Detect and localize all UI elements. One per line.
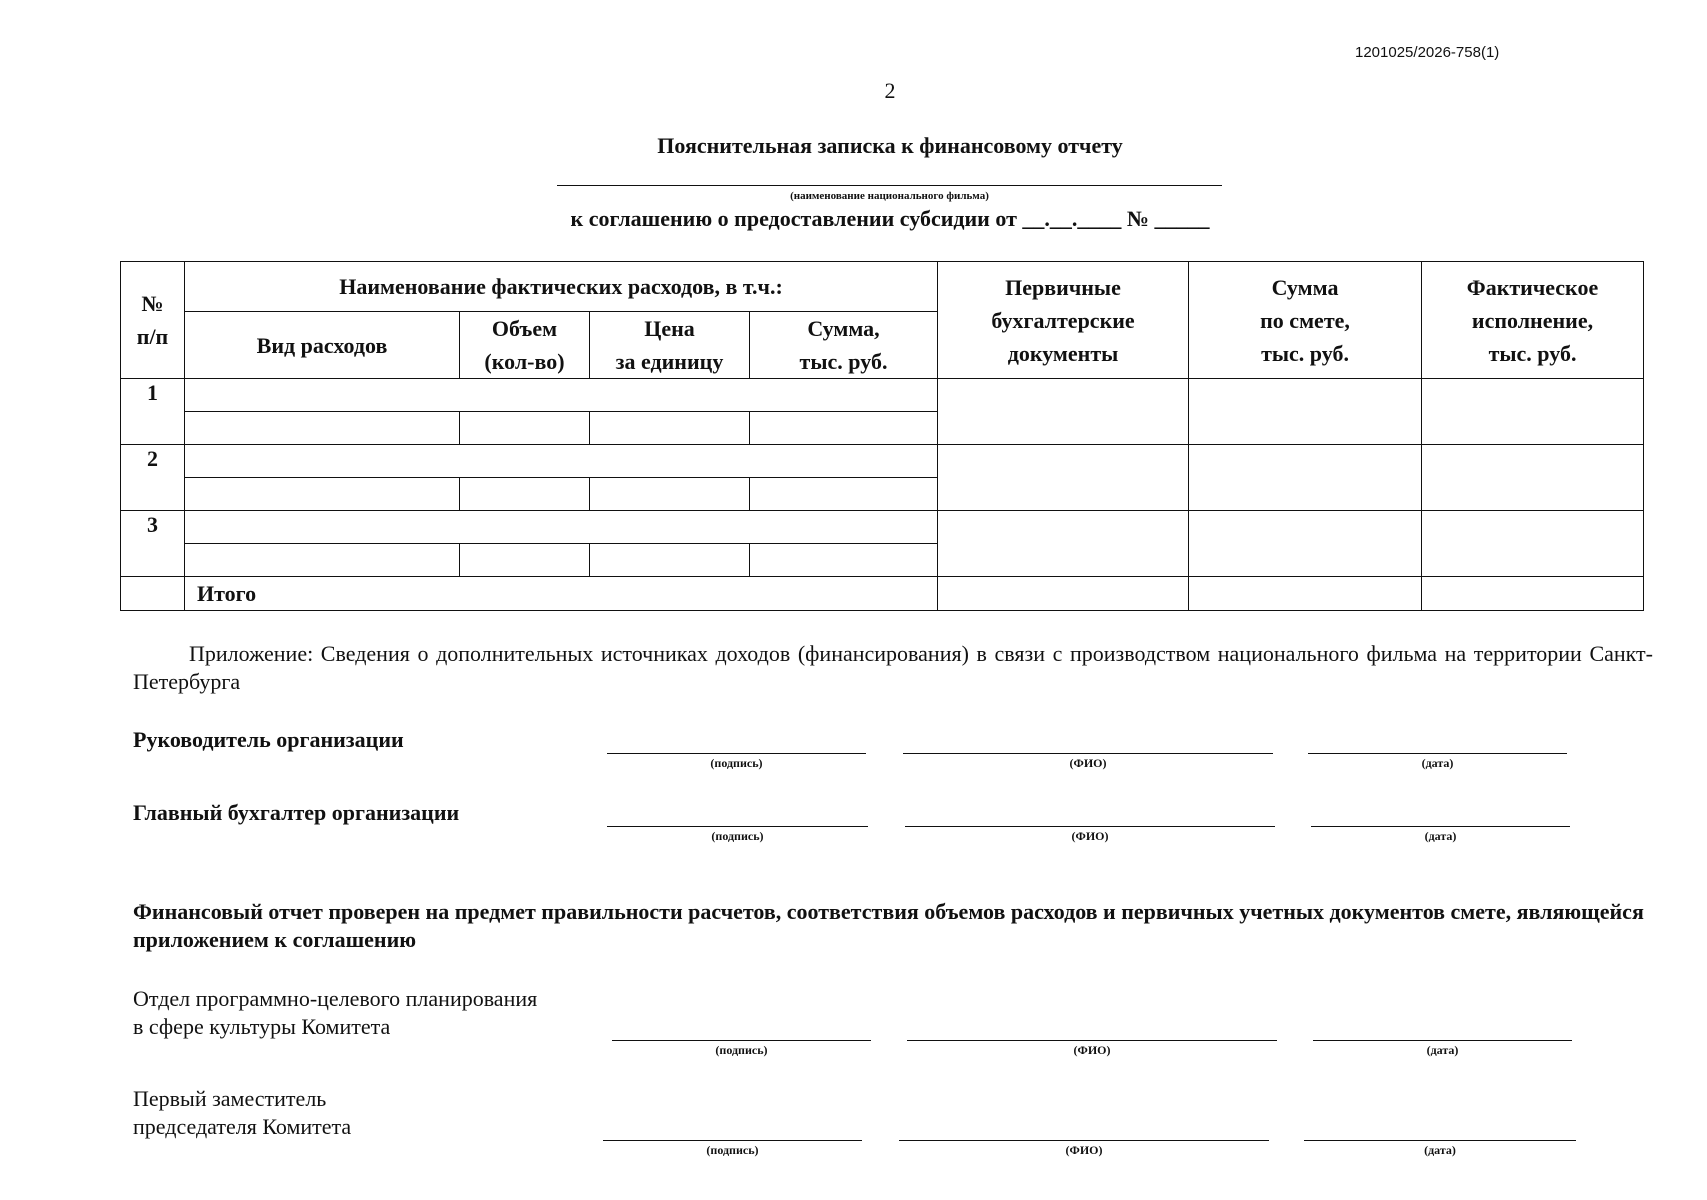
expense-name-cell[interactable] [185,379,938,412]
header-unit-price: Цена за единицу [590,312,750,379]
total-actual-cell[interactable] [1422,577,1644,611]
header-actual-execution: Фактическое исполнение, тыс. руб. [1422,262,1644,379]
total-estimate-cell[interactable] [1189,577,1422,611]
signature-caption: (подпись) [710,756,763,770]
department-name-field[interactable] [907,1040,1277,1057]
expense-name-cell[interactable] [185,445,938,478]
department-signature-field[interactable] [612,1040,871,1057]
deputy-signature-field[interactable] [603,1140,862,1157]
appendix-text [133,640,1653,696]
deputy-date-field[interactable] [1304,1140,1576,1157]
page-number: 2 [884,78,896,103]
name-caption: (ФИО) [1065,1143,1103,1157]
total-number-cell [121,577,185,611]
quantity-cell[interactable] [460,478,590,511]
chief-accountant-label: Главный бухгалтер организации [133,800,460,825]
header-row-number: № п/п [121,262,185,379]
name-caption: (ФИО) [1073,1043,1111,1057]
row-number: 2 [121,445,185,511]
quantity-cell[interactable] [460,544,590,577]
signature-caption: (подпись) [711,829,764,843]
header-expense-type: Вид расходов [185,312,460,379]
header-expense-group: Наименование фактических расходов, в т.ч.: [185,262,938,312]
date-caption: (дата) [1426,1043,1459,1057]
row-number: 1 [121,379,185,445]
expense-type-cell[interactable] [185,544,460,577]
header-quantity: Объем (кол-во) [460,312,590,379]
total-label: Итого [185,577,938,611]
table-row [121,511,1644,544]
accountant-name-field[interactable] [905,826,1275,843]
film-name-caption: (наименование национального фильма) [790,190,989,202]
documents-cell[interactable] [938,511,1189,577]
sum-cell[interactable] [750,478,938,511]
expense-name-cell[interactable] [185,511,938,544]
unit-price-cell[interactable] [590,544,750,577]
head-of-organization-label: Руководитель организации [133,727,404,752]
estimate-cell[interactable] [1189,511,1422,577]
header-sum: Сумма, тыс. руб. [750,312,938,379]
unit-price-cell[interactable] [590,412,750,445]
head-signature-field[interactable] [607,753,866,770]
date-caption: (дата) [1421,756,1454,770]
verification-statement: Финансовый отчет проверен на предмет правильности расчетов, соответствия объемов расходов и первичных учетных документов смете, являющейся приложением к соглашению [133,899,1644,952]
accountant-signature-field[interactable] [607,826,868,843]
head-name-field[interactable] [903,753,1273,770]
actual-cell[interactable] [1422,445,1644,511]
page-title: Пояснительная записка к финансовому отчету [657,133,1123,158]
signature-caption: (подпись) [715,1043,768,1057]
total-documents-cell[interactable] [938,577,1189,611]
table-row [121,379,1644,412]
department-date-field[interactable] [1313,1040,1572,1057]
row-number: 3 [121,511,185,577]
actual-cell[interactable] [1422,511,1644,577]
document-number: 1201025/2026-758(1) [1355,44,1500,61]
quantity-cell[interactable] [460,412,590,445]
header-estimate-sum: Сумма по смете, тыс. руб. [1189,262,1422,379]
appendix-content: Приложение: Сведения о дополнительных источниках доходов (финансирования) в связи с производством национального фильма на территории Санкт-Петербурга [133,641,1653,694]
documents-cell[interactable] [938,379,1189,445]
department-label: Отдел программно-целевого планирования в сфере культуры Комитета [133,986,538,1039]
film-name-line [557,185,1222,186]
total-row [121,577,1644,611]
name-caption: (ФИО) [1071,829,1109,843]
expense-table [120,261,1644,611]
name-caption: (ФИО) [1069,756,1107,770]
deputy-chairman-label: Первый заместитель председателя Комитета [133,1086,352,1139]
date-caption: (дата) [1424,1143,1456,1157]
date-caption: (дата) [1424,829,1457,843]
agreement-line: к соглашению о предоставлении субсидии от __.__.____ № _____ [570,206,1210,231]
expense-type-cell[interactable] [185,412,460,445]
expense-type-cell[interactable] [185,478,460,511]
signature-caption: (подпись) [706,1143,759,1157]
unit-price-cell[interactable] [590,478,750,511]
estimate-cell[interactable] [1189,379,1422,445]
head-date-field[interactable] [1308,753,1567,770]
sum-cell[interactable] [750,544,938,577]
estimate-cell[interactable] [1189,445,1422,511]
sum-cell[interactable] [750,412,938,445]
header-primary-documents: Первичные бухгалтерские документы [938,262,1189,379]
deputy-name-field[interactable] [899,1140,1269,1157]
documents-cell[interactable] [938,445,1189,511]
actual-cell[interactable] [1422,379,1644,445]
accountant-date-field[interactable] [1311,826,1570,843]
table-row [121,445,1644,478]
